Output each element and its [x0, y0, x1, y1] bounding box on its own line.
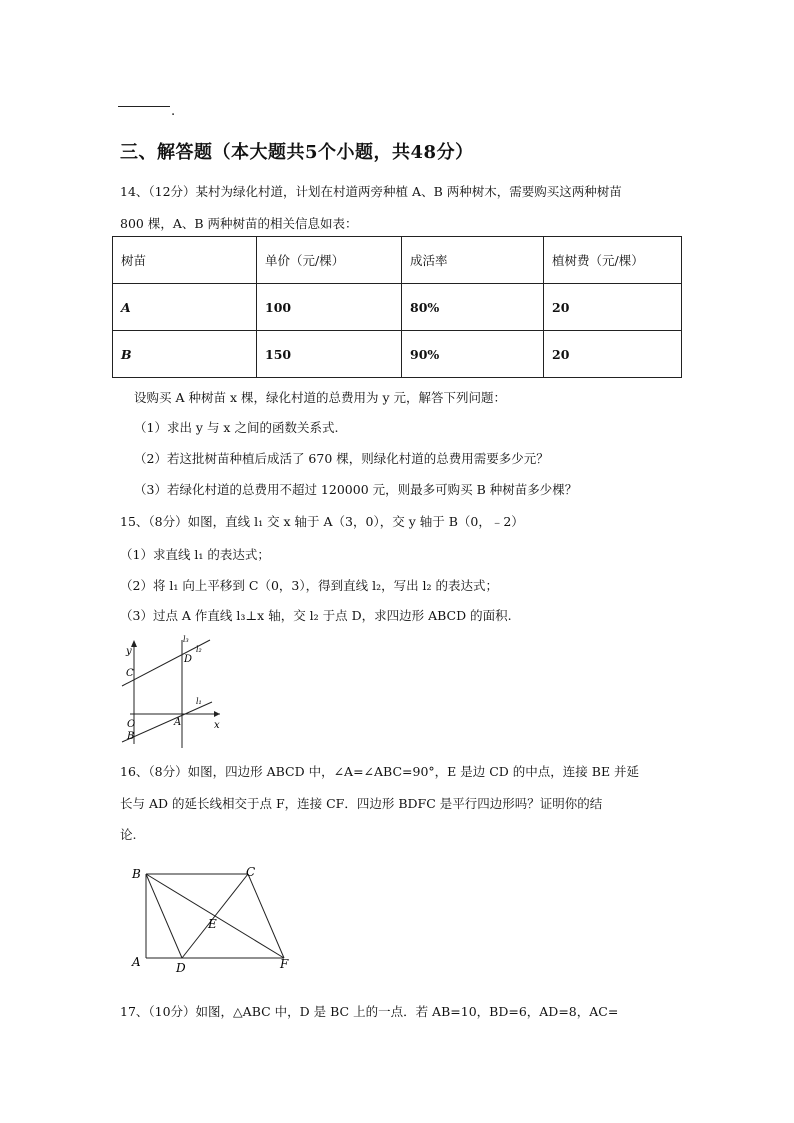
label-B: B [127, 731, 135, 742]
q15-line1: 15、（8分）如图，直线 l₁ 交 x 轴于 A（3，0），交 y 轴于 B（0，﹣2） [120, 514, 524, 529]
segment-BF [146, 874, 284, 958]
q16-line1: 16、（8分）如图，四边形 ABCD 中，∠A=∠ABC=90°，E 是边 CD 的中点，连接 BE 并延 [120, 764, 640, 779]
table-cell: 20 [544, 331, 682, 378]
q14-intro: 设购买 A 种树苗 x 棵，绿化村道的总费用为 y 元，解答下列问题： [134, 390, 506, 405]
q14-line2: 800 棵，A、B 两种树苗的相关信息如表： [120, 216, 358, 231]
label-C: C [246, 865, 256, 879]
table-header-cell: 树苗 [113, 237, 257, 284]
table-cell: A [113, 284, 257, 331]
q17-line1: 17、（10分）如图，△ABC 中，D 是 BC 上的一点．若 AB=10，BD=6，AD=8，AC= [120, 1004, 619, 1019]
q15-part3: （3）过点 A 作直线 l₃⊥x 轴，交 l₂ 于点 D，求四边形 ABCD 的面积. [120, 608, 512, 623]
section-title: 三、解答题（本大题共5个小题，共48分） [120, 142, 474, 163]
table-row [113, 284, 682, 331]
label-x: x [214, 720, 220, 731]
table-header-row [113, 237, 682, 284]
segment-BD [146, 874, 182, 958]
label-A: A [132, 955, 141, 969]
q15-part2: （2）将 l₁ 向上平移到 C（0，3），得到直线 l₂，写出 l₂ 的表达式； [120, 578, 499, 593]
label-O: O [127, 719, 136, 730]
label-C: C [126, 668, 134, 679]
label-D: D [184, 654, 193, 665]
table-row [113, 331, 682, 378]
blank-period: . [171, 104, 176, 119]
table-header-cell: 植树费（元/棵） [544, 237, 682, 284]
q16-line2: 长与 AD 的延长线相交于点 F，连接 CF．四边形 BDFC 是平行四边形吗？证明你的结 [120, 796, 603, 811]
table-cell: B [113, 331, 257, 378]
q14-part3: （3）若绿化村道的总费用不超过 120000 元，则最多可购买 B 种树苗多少棵？ [134, 482, 578, 497]
table-cell: 150 [257, 331, 402, 378]
table-cell: 100 [257, 284, 402, 331]
label-E: E [208, 917, 217, 931]
table-cell: 80% [402, 284, 544, 331]
segment-CF [248, 874, 284, 958]
table-header-cell: 成活率 [402, 237, 544, 284]
y-axis-arrow [131, 640, 137, 647]
x-axis-arrow [214, 711, 220, 717]
label-l1: l₁ [196, 697, 202, 706]
q14-part1: （1）求出 y 与 x 之间的函数关系式. [134, 420, 339, 435]
label-F: F [280, 957, 289, 971]
label-B: B [132, 867, 141, 881]
label-A: A [174, 717, 182, 728]
label-D: D [176, 961, 186, 975]
table-header-cell: 单价（元/棵） [257, 237, 402, 284]
tree-info-table [112, 236, 682, 378]
table-cell: 20 [544, 284, 682, 331]
line-l1 [122, 702, 212, 742]
q16-line3: 论. [120, 827, 137, 842]
table-cell: 90% [402, 331, 544, 378]
q15-figure [114, 632, 224, 750]
label-l2: l₂ [196, 645, 202, 654]
q16-figure [128, 862, 300, 976]
q14-line1: 14、（12分）某村为绿化村道，计划在村道两旁种植 A、B 两种树木，需要购买这两种树苗 [120, 184, 622, 199]
label-l3: l₃ [183, 635, 189, 644]
q15-part1: （1）求直线 l₁ 的表达式； [120, 547, 270, 562]
label-y: y [126, 646, 132, 657]
answer-blank-line [118, 106, 170, 107]
q14-part2: （2）若这批树苗种植后成活了 670 棵，则绿化村道的总费用需要多少元？ [134, 451, 549, 466]
